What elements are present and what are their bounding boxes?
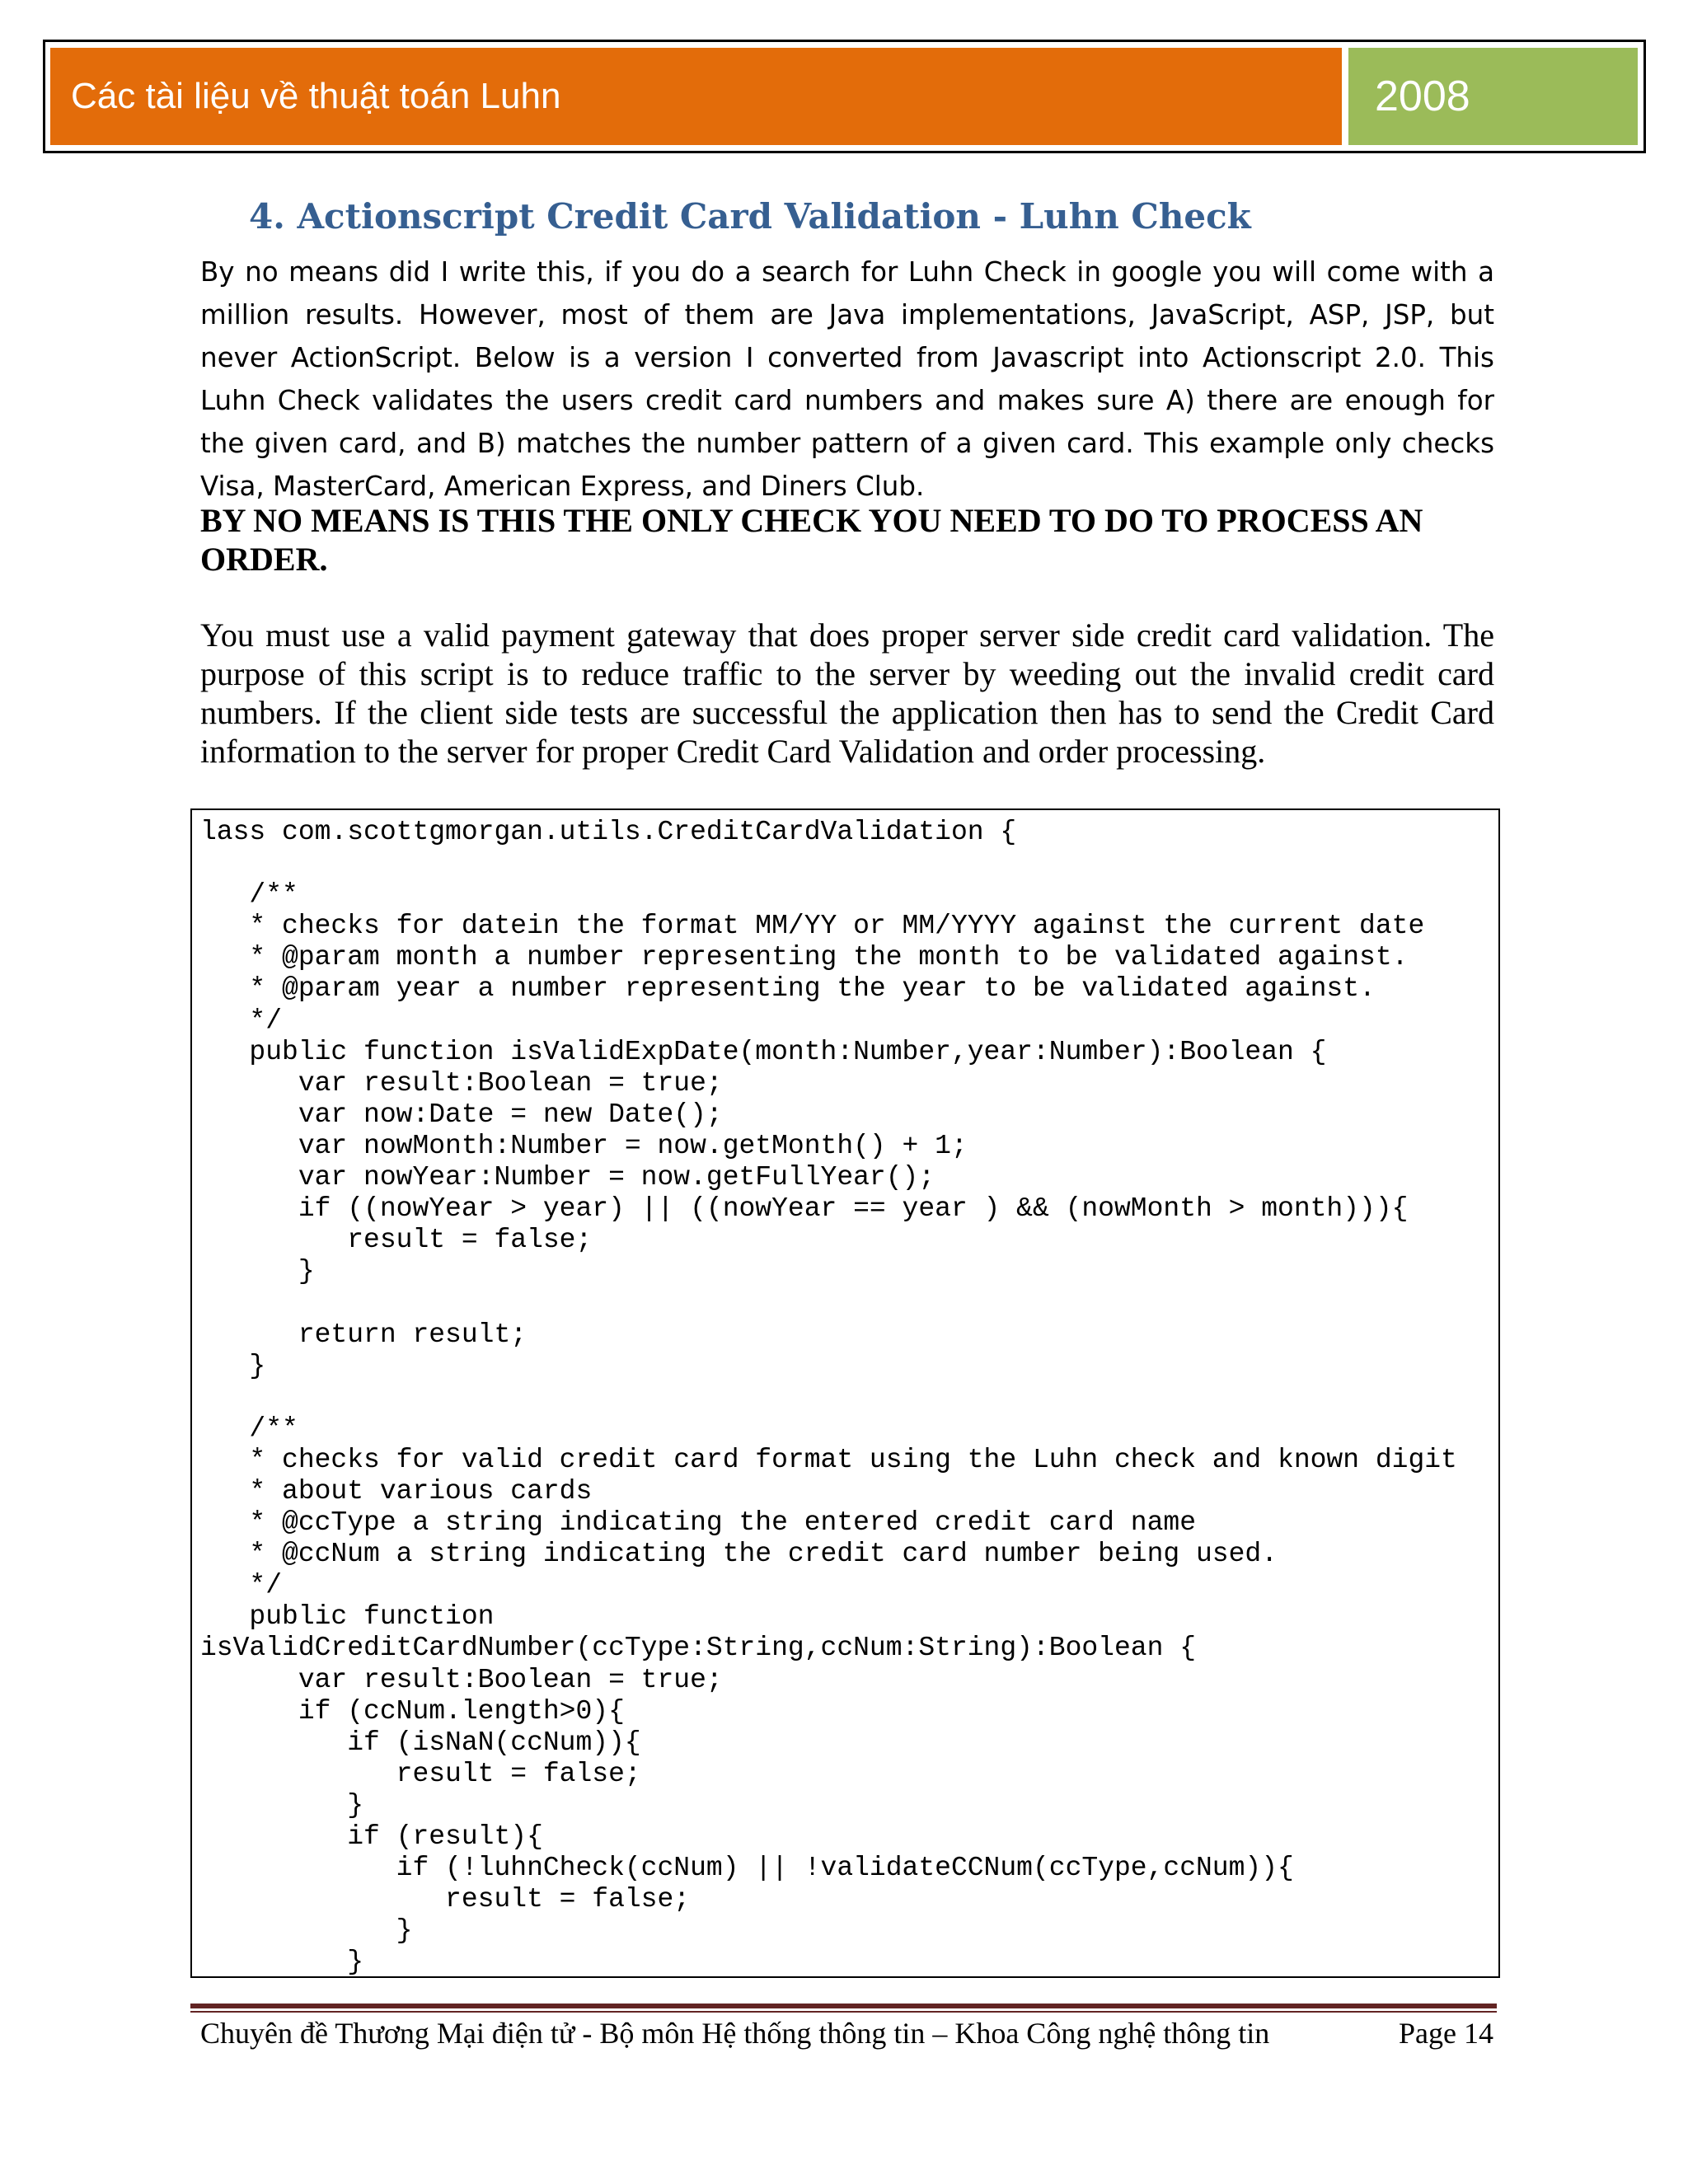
code-listing-box bbox=[190, 808, 1500, 1978]
header-year: 2008 bbox=[1375, 73, 1470, 120]
header-title-band bbox=[50, 48, 1342, 145]
warning-text: BY NO MEANS IS THIS THE ONLY CHECK YOU NEED TO DO TO PROCESS AN ORDER. bbox=[200, 502, 1423, 578]
body-paragraph: You must use a valid payment gateway that does proper server side credit card validation. The purpose of this script is to reduce traffic to the server by weeding out the invalid credit card numbers. If the client side tests are successful the application then has to send the Credit Card information to the server for proper Credit Card Validation and order processing. bbox=[200, 616, 1494, 770]
footer-text: Chuyên đề Thương Mại điện tử - Bộ môn Hệ thống thông tin – Khoa Công nghệ thông tin bbox=[200, 2017, 1270, 2050]
footer-rule-thin bbox=[190, 2011, 1497, 2013]
header-year-band bbox=[1348, 48, 1638, 145]
intro-paragraph: By no means did I write this, if you do a search for Luhn Check in google you will come with a million results. However, most of them are Java implementations, JavaScript, ASP, JSP, but never ActionScript. Below is a version I converted from Javascript into Actionscript 2.0. This Luhn Check validates the users credit card numbers and makes sure A) there are enough for the given card, and B) matches the number pattern of a given card. This example only checks Visa, MasterCard, American Express, and Diners Club. bbox=[200, 256, 1494, 502]
code-listing: lass com.scottgmorgan.utils.CreditCardValidation { /** * checks for datein the format MM/YY or MM/YYYY against the current date * @param month a number representing the month to be validated against. * @param year a number representing the year to be validated against. */ public function isValidExpDate(month:Number,year:Number):Boolean { var result:Boolean = true; var now:Date = new Date(); var nowMonth:Number = now.getMonth() + 1; var nowYear:Number = now.getFullYear(); if ((nowYear > year) || ((nowYear == year ) && (nowMonth > month))){ result = false; } return result; } /** * checks for valid credit card format using the Luhn check and known digit * about various cards * @ccType a string indicating the entered credit card name * @ccNum a string indicating the credit card number being used. */ public function isValidCreditCardNumber(ccType:String,ccNum:String):Boolean { var result:Boolean = true; if (ccNum.length>0){ if (isNaN(ccNum)){ result = false; } if (result){ if (!luhnCheck(ccNum) || !validateCCNum(ccType,ccNum)){ result = false; } } bbox=[200, 817, 1457, 1978]
page-number: Page 14 bbox=[1399, 2017, 1493, 2050]
section-heading: 4. Actionscript Credit Card Validation - Luhn Check bbox=[249, 196, 1251, 237]
header-title: Các tài liệu về thuật toán Luhn bbox=[71, 76, 561, 116]
footer-rule bbox=[190, 2004, 1497, 2008]
